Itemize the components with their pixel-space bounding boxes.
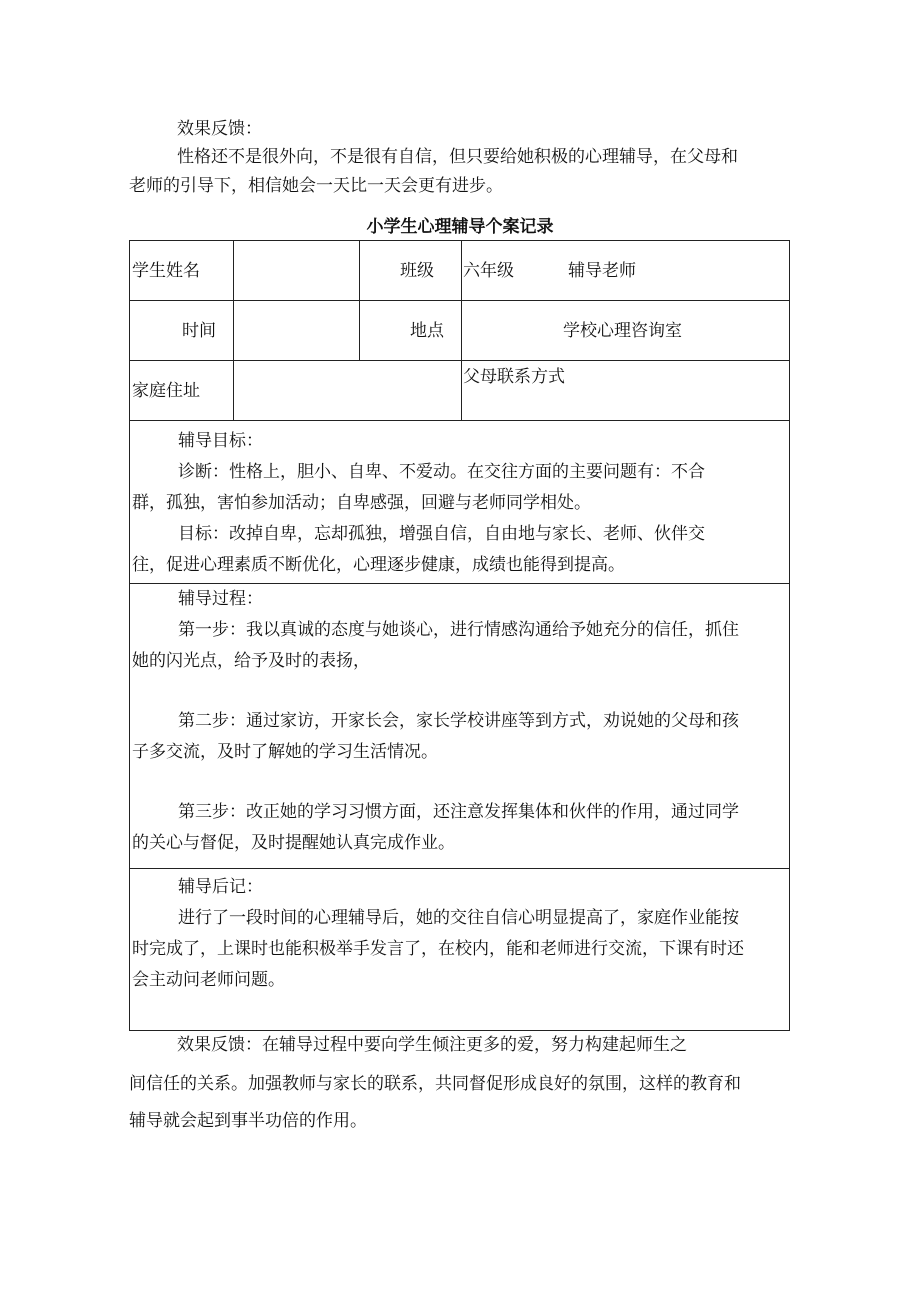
bottom-feedback-heading: 效果反馈： — [177, 1035, 262, 1055]
postscript-section — [130, 872, 790, 996]
parent-contact-label: 父母联系方式 — [463, 367, 565, 387]
counselor-label: 辅导老师 — [568, 261, 636, 281]
col-divider — [233, 241, 234, 420]
postscript-line1: 进行了一段时间的心理辅导后，她的交往自信心明显提高了，家庭作业能按 — [178, 908, 739, 928]
bottom-feedback-line3: 辅导就会起到事半功倍的作用。 — [129, 1111, 367, 1131]
student-name-label: 学生姓名 — [132, 261, 200, 281]
target-line1: 目标：改掉自卑，忘却孤独，增强自信，自由地与家长、老师、伙伴交 — [178, 524, 705, 544]
step3-line2: 的关心与督促，及时提醒她认真完成作业。 — [132, 833, 455, 853]
bottom-feedback-line1 — [177, 1029, 687, 1061]
step2-line2: 子多交流，及时了解她的学习生活情况。 — [132, 742, 438, 762]
goals-heading: 辅导目标： — [178, 431, 263, 451]
diagnosis-line1: 诊断：性格上，胆小、自卑、不爱动。在交往方面的主要问题有：不合 — [178, 462, 705, 482]
row-divider — [130, 868, 790, 869]
step2-line1: 第二步：通过家访，开家长会，家长学校讲座等到方式，劝说她的父母和孩 — [178, 711, 739, 731]
top-feedback-heading: 效果反馈： — [177, 119, 262, 139]
postscript-line3: 会主动问老师问题。 — [132, 970, 285, 990]
bottom-feedback-line1-text: 在辅导过程中要向学生倾注更多的爱，努力构建起师生之 — [262, 1035, 687, 1055]
home-address-label: 家庭住址 — [132, 381, 200, 401]
row-divider — [130, 300, 790, 301]
process-heading: 辅导过程： — [178, 589, 263, 609]
diagnosis-line2: 群，孤独，害怕参加活动；自卑感强，回避与老师同学相处。 — [132, 493, 591, 513]
record-table — [129, 240, 790, 1031]
location-label: 地点 — [410, 321, 444, 341]
step1-line1: 第一步：我以真诚的态度与她谈心，进行情感沟通给予她充分的信任，抓住 — [178, 620, 739, 640]
postscript-line2: 时完成了，上课时也能积极举手发言了，在校内，能和老师进行交流，下课有时还 — [132, 939, 744, 959]
class-label: 班级 — [400, 261, 434, 281]
step1-line2: 她的闪光点，给予及时的表扬， — [132, 651, 370, 671]
col-divider — [359, 241, 360, 360]
class-value: 六年级 — [463, 261, 514, 281]
record-title: 小学生心理辅导个案记录 — [366, 217, 554, 237]
top-feedback-line1: 性格还不是很外向，不是很有自信，但只要给她积极的心理辅导，在父母和 — [177, 147, 738, 167]
goals-section — [130, 426, 790, 581]
row-divider — [130, 420, 790, 421]
step3-line1: 第三步：改正她的学习习惯方面，还注意发挥集体和伙伴的作用，通过同学 — [178, 802, 739, 822]
process-section — [130, 584, 790, 859]
time-label: 时间 — [182, 321, 216, 341]
location-value: 学校心理咨询室 — [563, 321, 682, 341]
col-divider — [461, 241, 462, 420]
postscript-heading: 辅导后记： — [178, 877, 263, 897]
row-divider — [130, 360, 790, 361]
target-line2: 往，促进心理素质不断优化，心理逐步健康，成绩也能得到提高。 — [132, 555, 625, 575]
top-feedback-line2: 老师的引导下，相信她会一天比一天会更有进步。 — [129, 176, 503, 196]
bottom-feedback-line2: 间信任的关系。加强教师与家长的联系，共同督促形成良好的氛围，这样的教育和 — [129, 1074, 741, 1094]
